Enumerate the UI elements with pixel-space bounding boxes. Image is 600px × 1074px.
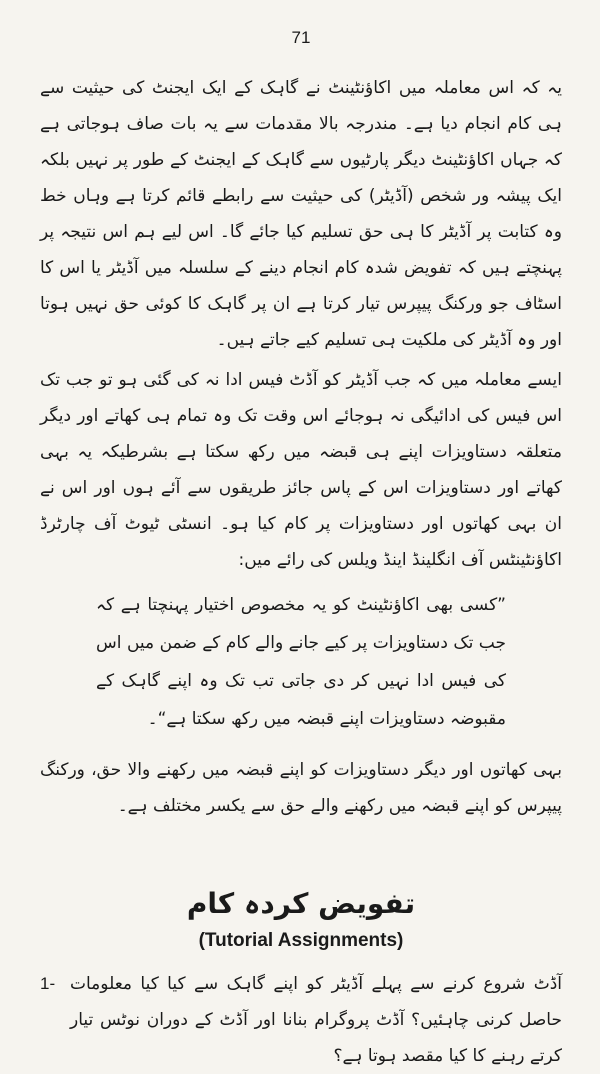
heading-english: (Tutorial Assignments): [198, 930, 404, 951]
question-item: [40, 966, 562, 1074]
heading-urdu: تفویض کردہ کام: [186, 887, 416, 920]
paragraph-1: یہ کہ اس معاملہ میں اکاؤنٹینٹ نے گاہک کے ایک ایجنٹ کی حیثیت سے ہی کام انجام دیا ہے۔ مندرجہ بالا مقدمات سے یہ بات صاف ہوجاتی ہے کہ جہاں اکاؤنٹینٹ دیگر پارٹیوں سے گاہک کے ایجنٹ کے طور پر نہیں بلکہ ایک پیشہ ور شخص (آڈیٹر) کی حیثیت سے رابطے قائم کرتا ہے وہاں خط وہ کتابت پر آڈیٹر کا ہی حق تسلیم کیا جائے گا۔ اس لیے ہم اس نتیجہ پر پہنچتے ہیں کہ تفویض شدہ کام انجام دینے کے سلسلہ میں آڈیٹر یا اس کا اسٹاف جو ورکنگ پیپرس تیار کرتا ہے ان پر گاہک کا کوئی حق نہیں ہوتا اور وہ آڈیٹر کی ملکیت ہی تسلیم کیے جاتے ہیں۔: [40, 78, 562, 350]
question-text: آڈٹ شروع کرنے سے پہلے آڈیٹر کو اپنے گاہک سے کیا کیا معلومات حاصل کرنی چاہئیں؟ آڈٹ پروگرام بنانا اور آڈٹ کے دوران نوٹس تیار کرتے رہنے کا کیا مقصد ہوتا ہے؟: [70, 974, 562, 1066]
page-number: 71: [291, 28, 311, 47]
question-number: 1-: [40, 974, 56, 993]
paragraph-2: ایسے معاملہ میں کہ جب آڈیٹر کو آڈٹ فیس ادا نہ کی گئی ہو تو جب تک اس فیس کی ادائیگی نہ ہوجائے اس وقت تک وہ تمام ہی کھاتے اور دیگر متعلقہ دستاویزات اپنے ہی قبضہ میں رکھ سکتا ہے بشرطیکہ یہ بہی کھاتے اور دستاویزات اس کے پاس جائز طریقوں سے آئے ہوں اور اس نے ان بہی کھاتوں اور دستاویزات پر کام کیا ہو۔ انسٹی ٹیوٹ آف چارٹرڈ اکاؤنٹینٹس آف انگلینڈ اینڈ ویلس کی رائے میں:: [40, 370, 562, 570]
block-quote: ”کسی بھی اکاؤنٹینٹ کو یہ مخصوص اختیار پہنچتا ہے کہ جب تک دستاویزات پر کیے جانے والے کام کے ضمن میں اس کی فیس ادا نہیں کر دی جاتی تب تک وہ اپنے گاہک کے مقبوضہ دستاویزات اپنے قبضہ میں رکھ سکتا ہے“۔: [96, 595, 506, 729]
section-heading: [40, 884, 562, 952]
paragraph-3: بہی کھاتوں اور دیگر دستاویزات کو اپنے قبضہ میں رکھنے والا حق، ورکنگ پیپرس کو اپنے قبضہ میں رکھنے والے حق سے یکسر مختلف ہے۔: [40, 760, 562, 816]
